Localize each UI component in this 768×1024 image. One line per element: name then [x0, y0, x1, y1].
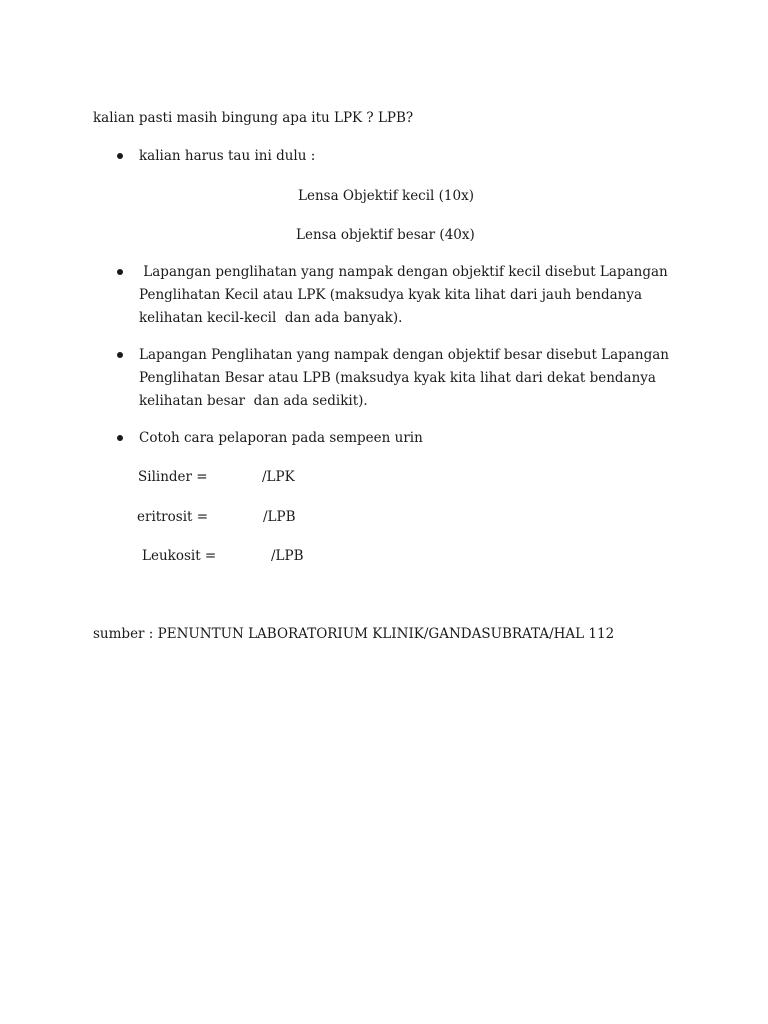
lpb-line-1: Lapangan Penglihatan yang nampak dengan objektif besar disebut Lapangan: [139, 347, 669, 363]
lens-large-text: Lensa objektif besar (40x): [296, 227, 475, 243]
lpb-paragraph: [139, 344, 699, 413]
silinder-label: Silinder =: [138, 469, 208, 485]
lpk-line-2: Penglihatan Kecil atau LPK (maksudya kyak kita lihat dari jauh bendanya: [139, 287, 643, 303]
lpb-line-3: kelihatan besar dan ada sedikit).: [139, 393, 368, 409]
example-text: Cotoh cara pelaporan pada sempeen urin: [139, 430, 423, 446]
lpb-line-2: Penglihatan Besar atau LPB (maksudya kyak kita lihat dari dekat bendanya: [139, 370, 656, 386]
lens-small-text: Lensa Objektif kecil (10x): [298, 188, 474, 204]
source-citation: sumber : PENUNTUN LABORATORIUM KLINIK/GANDASUBRATA/HAL 112: [93, 626, 615, 642]
bullet-icon: [117, 153, 123, 159]
leukosit-label: Leukosit =: [142, 548, 217, 564]
bullet-icon: [117, 352, 123, 358]
silinder-unit: /LPK: [262, 469, 295, 485]
eritrosit-unit: /LPB: [263, 509, 296, 525]
intro-text: kalian pasti masih bingung apa itu LPK ? LPB?: [93, 110, 414, 126]
bullet-icon: [117, 435, 123, 441]
leukosit-unit: /LPB: [271, 548, 304, 564]
lpk-line-1: Lapangan penglihatan yang nampak dengan objektif kecil disebut Lapangan: [139, 264, 668, 280]
lpk-paragraph: [139, 261, 699, 330]
lpk-line-3: kelihatan kecil-kecil dan ada banyak).: [139, 310, 403, 326]
bullet-icon: [117, 269, 123, 275]
bullet-first-text: kalian harus tau ini dulu :: [139, 148, 316, 164]
eritrosit-label: eritrosit =: [137, 509, 209, 525]
